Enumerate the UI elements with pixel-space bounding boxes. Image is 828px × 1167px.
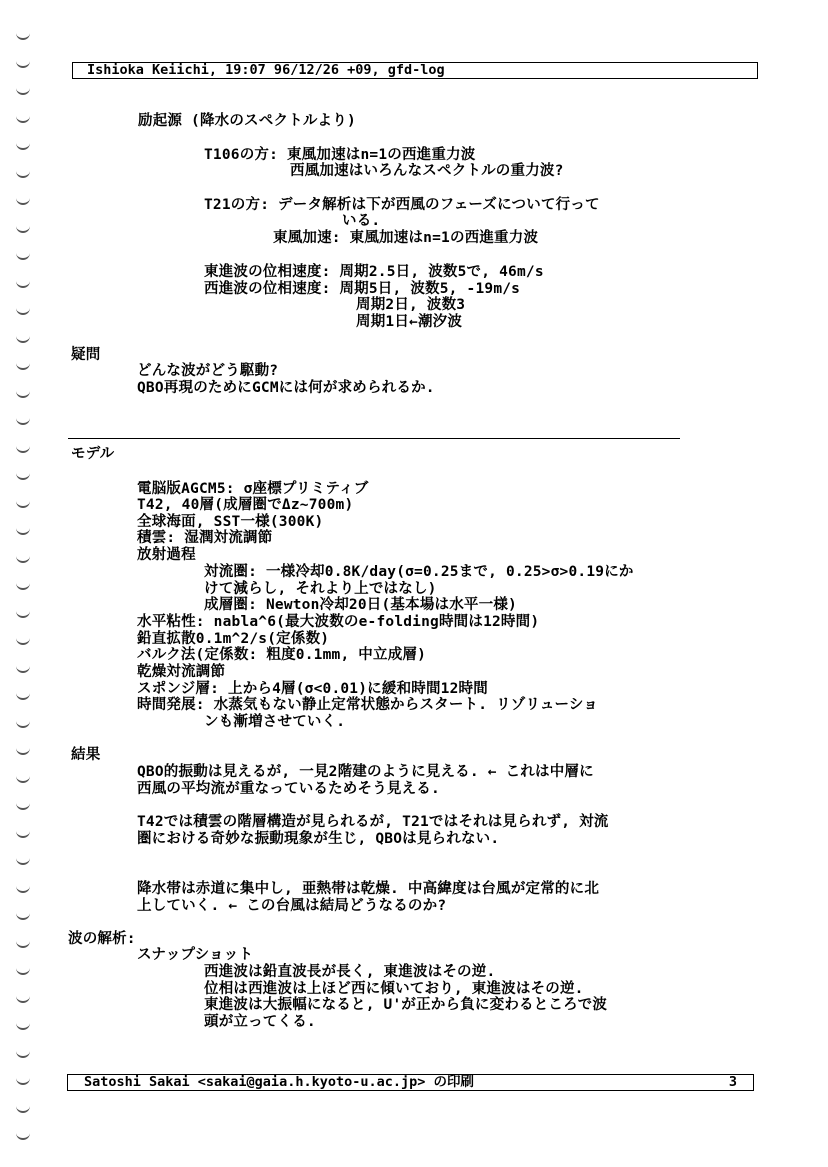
binder-hole	[16, 745, 30, 755]
text-line: いる.	[342, 213, 381, 229]
binder-hole	[16, 993, 30, 1003]
binder-hole	[16, 168, 30, 178]
binder-hole	[16, 828, 30, 838]
binder-hole	[16, 635, 30, 645]
binder-hole	[16, 30, 30, 40]
binder-hole	[16, 1130, 30, 1140]
page-number: 3	[728, 1074, 737, 1090]
binder-hole	[16, 415, 30, 425]
binder-hole	[16, 388, 30, 398]
binder-hole	[16, 333, 30, 343]
binder-hole	[16, 195, 30, 205]
binder-holes	[12, 0, 42, 1167]
page-header	[72, 62, 758, 79]
text-line: 西風加速はいろんなスペクトルの重力波?	[290, 163, 564, 179]
binder-hole	[16, 470, 30, 480]
heading-wave-analysis: 波の解析:	[68, 931, 136, 947]
text-line: 周期2日, 波数3	[356, 297, 466, 313]
binder-hole	[16, 113, 30, 123]
text-line: 上していく. ← この台風は結局どうなるのか?	[137, 898, 447, 914]
binder-hole	[16, 250, 30, 260]
text-line: 東風加速: 東風加速はn=1の西進重力波	[273, 230, 539, 246]
heading-results: 結果	[71, 747, 101, 763]
binder-hole	[16, 525, 30, 535]
page-footer	[67, 1074, 754, 1091]
text-line: 水平粘性: nabla^6(最大波数のe-folding時間は12時間)	[137, 614, 540, 630]
binder-hole	[16, 773, 30, 783]
text-line: T42では積雲の階層構造が見られるが, T21ではそれは見られず, 対流	[137, 814, 609, 830]
text-line: 東進波の位相速度: 周期2.5日, 波数5で, 46m/s	[204, 264, 544, 280]
header-text: Ishioka Keiichi, 19:07 96/12/26 +09, gfd-log	[87, 62, 445, 78]
binder-hole	[16, 1075, 30, 1085]
binder-hole	[16, 1103, 30, 1113]
binder-hole	[16, 223, 30, 233]
binder-hole	[16, 800, 30, 810]
text-line: QBO再現のためにGCMには何が求められるか.	[137, 380, 435, 396]
binder-hole	[16, 663, 30, 673]
text-line: 電脳版AGCM5: σ座標プリミティブ	[137, 481, 369, 497]
binder-hole	[16, 608, 30, 618]
text-line: バルク法(定係数: 粗度0.1mm, 中立成層)	[137, 647, 427, 663]
text-line: QBO的振動は見えるが, 一見2階建のように見える. ← これは中層に	[137, 764, 594, 780]
binder-hole	[16, 855, 30, 865]
footer-text: Satoshi Sakai <sakai@gaia.h.kyoto-u.ac.jp> の印刷	[84, 1074, 474, 1090]
text-line: 積雲: 湿潤対流調節	[137, 530, 273, 546]
binder-hole	[16, 718, 30, 728]
text-line: 西進波は鉛直波長が長く, 東進波はその逆.	[204, 964, 496, 980]
binder-hole	[16, 360, 30, 370]
text-line: 位相は西進波は上ほど西に傾いており, 東進波はその逆.	[204, 981, 584, 997]
text-line: スナップショット	[137, 947, 254, 963]
text-line: 放射過程	[137, 547, 196, 563]
binder-hole	[16, 690, 30, 700]
binder-hole	[16, 553, 30, 563]
heading-excitation-source: 励起源 (降水のスペクトルより)	[138, 113, 356, 129]
text-line: 周期1日←潮汐波	[356, 314, 463, 330]
binder-hole	[16, 938, 30, 948]
binder-hole	[16, 278, 30, 288]
text-line: 対流圏: 一様冷却0.8K/day(σ=0.25まで, 0.25>σ>0.19にか	[204, 564, 634, 580]
text-line: 降水帯は赤道に集中し, 亜熱帯は乾燥. 中高緯度は台風が定常的に北	[137, 881, 600, 897]
text-line: 鉛直拡散0.1m^2/s(定係数)	[137, 631, 330, 647]
binder-hole	[16, 85, 30, 95]
text-line: 全球海面, SST一様(300K)	[137, 514, 324, 530]
heading-model: モデル	[71, 446, 115, 462]
text-line: 東進波は大振幅になると, U'が正から負に変わるところで波	[204, 997, 608, 1013]
section-divider	[68, 438, 680, 439]
heading-questions: 疑問	[71, 347, 101, 363]
text-line: どんな波がどう駆動?	[137, 363, 279, 379]
text-line: けて減らし, それより上ではなし)	[204, 581, 437, 597]
binder-hole	[16, 910, 30, 920]
binder-hole	[16, 140, 30, 150]
text-line: 西進波の位相速度: 周期5日, 波数5, -19m/s	[204, 281, 521, 297]
text-line: T106の方: 東風加速はn=1の西進重力波	[204, 147, 476, 163]
binder-hole	[16, 498, 30, 508]
text-line: ンも漸増させていく.	[204, 714, 346, 730]
text-line: 時間発展: 水蒸気もない静止定常状態からスタート. リゾリューショ	[137, 697, 599, 713]
text-line: 頭が立ってくる.	[204, 1014, 316, 1030]
binder-hole	[16, 580, 30, 590]
text-line: 成層圏: Newton冷却20日(基本場は水平一様)	[204, 597, 517, 613]
text-line: T21の方: データ解析は下が西風のフェーズについて行って	[204, 197, 600, 213]
binder-hole	[16, 1020, 30, 1030]
text-line: 西風の平均流が重なっているためそう見える.	[137, 781, 440, 797]
text-line: 乾燥対流調節	[137, 664, 226, 680]
binder-hole	[16, 965, 30, 975]
text-line: 圏における奇妙な振動現象が生じ, QBOは見られない.	[137, 831, 500, 847]
binder-hole	[16, 58, 30, 68]
text-line: スポンジ層: 上から4層(σ<0.01)に緩和時間12時間	[137, 681, 488, 697]
binder-hole	[16, 305, 30, 315]
binder-hole	[16, 883, 30, 893]
text-line: T42, 40層(成層圏でΔz~700m)	[137, 497, 354, 513]
binder-hole	[16, 1048, 30, 1058]
binder-hole	[16, 443, 30, 453]
